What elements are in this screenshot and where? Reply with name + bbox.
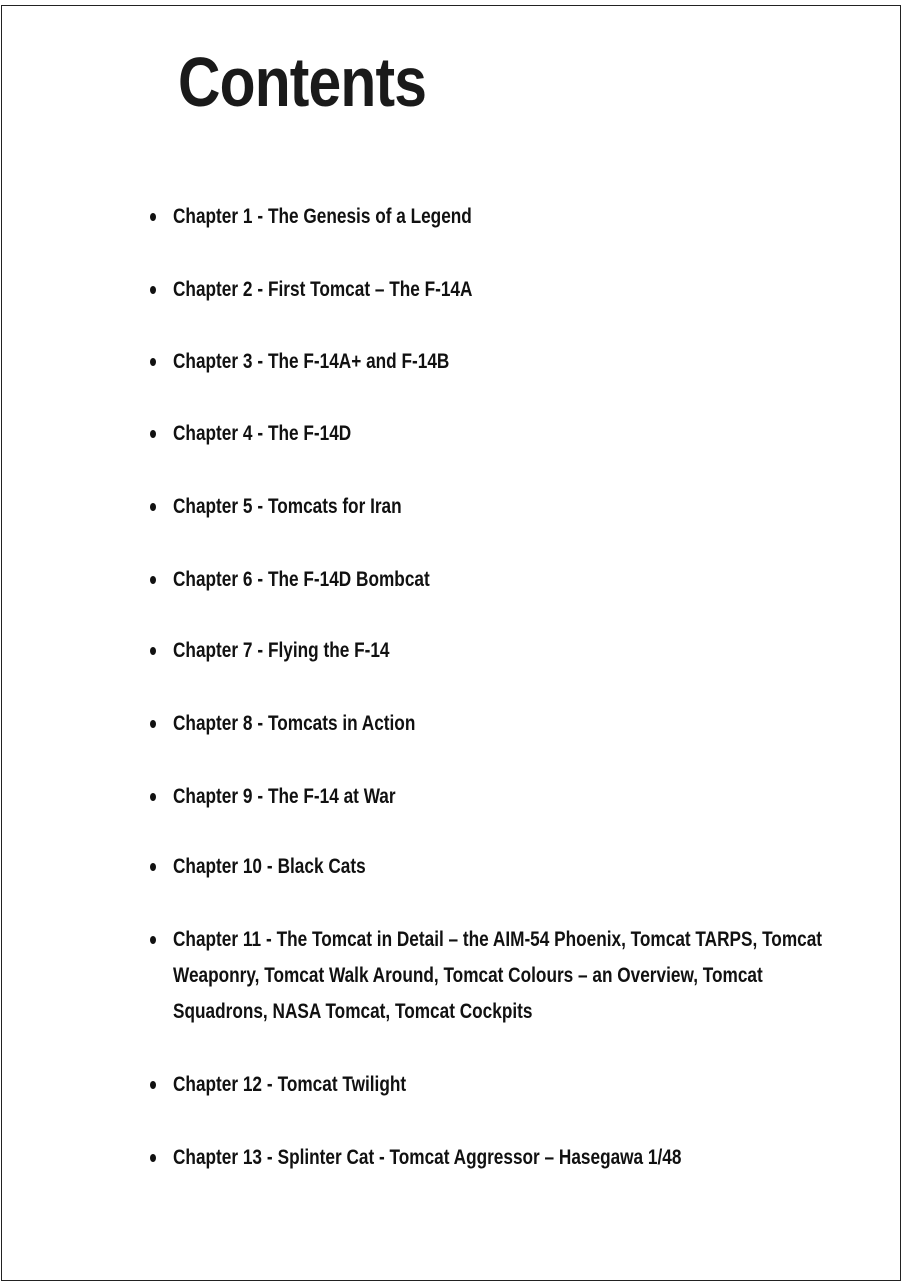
- chapter-separator: -: [266, 1146, 273, 1169]
- chapter-title: Black Cats: [277, 855, 366, 878]
- chapter-label: Chapter 7: [173, 639, 253, 662]
- toc-entry: [173, 416, 845, 452]
- toc-entry: [173, 272, 845, 308]
- toc-item-chapter-1: [144, 199, 844, 235]
- bullet-icon: [150, 720, 156, 728]
- chapter-label: Chapter 12: [173, 1073, 263, 1096]
- bullet-icon: [150, 1154, 156, 1162]
- chapter-separator: -: [257, 278, 264, 301]
- bullet-icon: [150, 286, 156, 294]
- chapter-label: Chapter 13: [173, 1146, 263, 1169]
- chapter-title: Tomcats for Iran: [268, 495, 402, 518]
- chapter-title: Splinter Cat - Tomcat Aggressor – Hasegawa 1/48: [277, 1146, 682, 1169]
- chapter-label: Chapter 11: [173, 928, 262, 951]
- bullet-icon: [150, 936, 156, 944]
- chapter-title: First Tomcat – The F-14A: [268, 278, 473, 301]
- document-page: [1, 5, 901, 1281]
- chapter-separator: -: [257, 205, 264, 228]
- toc-entry: [173, 489, 845, 525]
- chapter-separator: -: [257, 568, 264, 591]
- chapter-separator: -: [257, 639, 264, 662]
- chapter-separator: -: [266, 1073, 273, 1096]
- chapter-label: Chapter 8: [173, 712, 253, 735]
- chapter-title: The F-14D Bombcat: [268, 568, 430, 591]
- toc-item-chapter-6: [144, 562, 844, 598]
- chapter-title: Tomcats in Action: [268, 712, 416, 735]
- chapter-separator: -: [265, 928, 272, 951]
- chapter-title: The Genesis of a Legend: [268, 205, 472, 228]
- chapter-label: Chapter 1: [173, 205, 253, 228]
- toc-entry: [173, 1140, 845, 1176]
- chapter-label: Chapter 4: [173, 422, 253, 445]
- toc-entry: [173, 706, 845, 742]
- chapter-separator: -: [257, 495, 264, 518]
- toc-item-chapter-5: [144, 489, 844, 525]
- bullet-icon: [150, 793, 156, 801]
- chapter-label: Chapter 3: [173, 350, 253, 373]
- toc-entry: [173, 344, 845, 380]
- bullet-icon: [150, 503, 156, 511]
- chapter-title: The F-14A+ and F-14B: [268, 350, 450, 373]
- chapter-title: Flying the F-14: [268, 639, 390, 662]
- chapter-label: Chapter 10: [173, 855, 263, 878]
- toc-item-chapter-10: [144, 849, 844, 885]
- toc-item-chapter-13: [144, 1140, 844, 1176]
- chapter-title: Tomcat Twilight: [277, 1073, 407, 1096]
- bullet-icon: [150, 430, 156, 438]
- bullet-icon: [150, 213, 156, 221]
- chapter-title: The Tomcat in Detail – the AIM-54 Phoenix, Tomcat TARPS, Tomcat Weaponry, Tomcat Walk Around, Tomcat Colours – an Overview, Tomcat Squadrons, NASA Tomcat, Tomcat Cockpits: [173, 928, 823, 1023]
- bullet-icon: [150, 576, 156, 584]
- toc-entry: [173, 1067, 845, 1103]
- chapter-title: The F-14 at War: [268, 785, 396, 808]
- chapter-title: The F-14D: [268, 422, 352, 445]
- chapter-label: Chapter 2: [173, 278, 253, 301]
- chapter-label: Chapter 9: [173, 785, 253, 808]
- chapter-separator: -: [266, 855, 273, 878]
- chapter-label: Chapter 6: [173, 568, 253, 591]
- toc-item-chapter-7: [144, 633, 844, 669]
- chapter-separator: -: [257, 422, 264, 445]
- toc-entry: [173, 922, 845, 1030]
- bullet-icon: [150, 358, 156, 366]
- page-title: Contents: [178, 43, 427, 121]
- chapter-label: Chapter 5: [173, 495, 253, 518]
- bullet-icon: [150, 647, 156, 655]
- chapter-separator: -: [257, 785, 264, 808]
- chapter-separator: -: [257, 350, 264, 373]
- toc-item-chapter-3: [144, 344, 844, 380]
- toc-entry: [173, 849, 845, 885]
- toc-entry: [173, 779, 845, 815]
- toc-item-chapter-9: [144, 779, 844, 815]
- toc-entry: [173, 199, 845, 235]
- toc-item-chapter-4: [144, 416, 844, 452]
- bullet-icon: [150, 1081, 156, 1089]
- toc-entry: [173, 633, 845, 669]
- bullet-icon: [150, 863, 156, 871]
- toc-item-chapter-2: [144, 272, 844, 308]
- chapter-separator: -: [257, 712, 264, 735]
- toc-entry: [173, 562, 845, 598]
- toc-item-chapter-12: [144, 1067, 844, 1103]
- toc-item-chapter-11: [144, 922, 844, 1030]
- toc-item-chapter-8: [144, 706, 844, 742]
